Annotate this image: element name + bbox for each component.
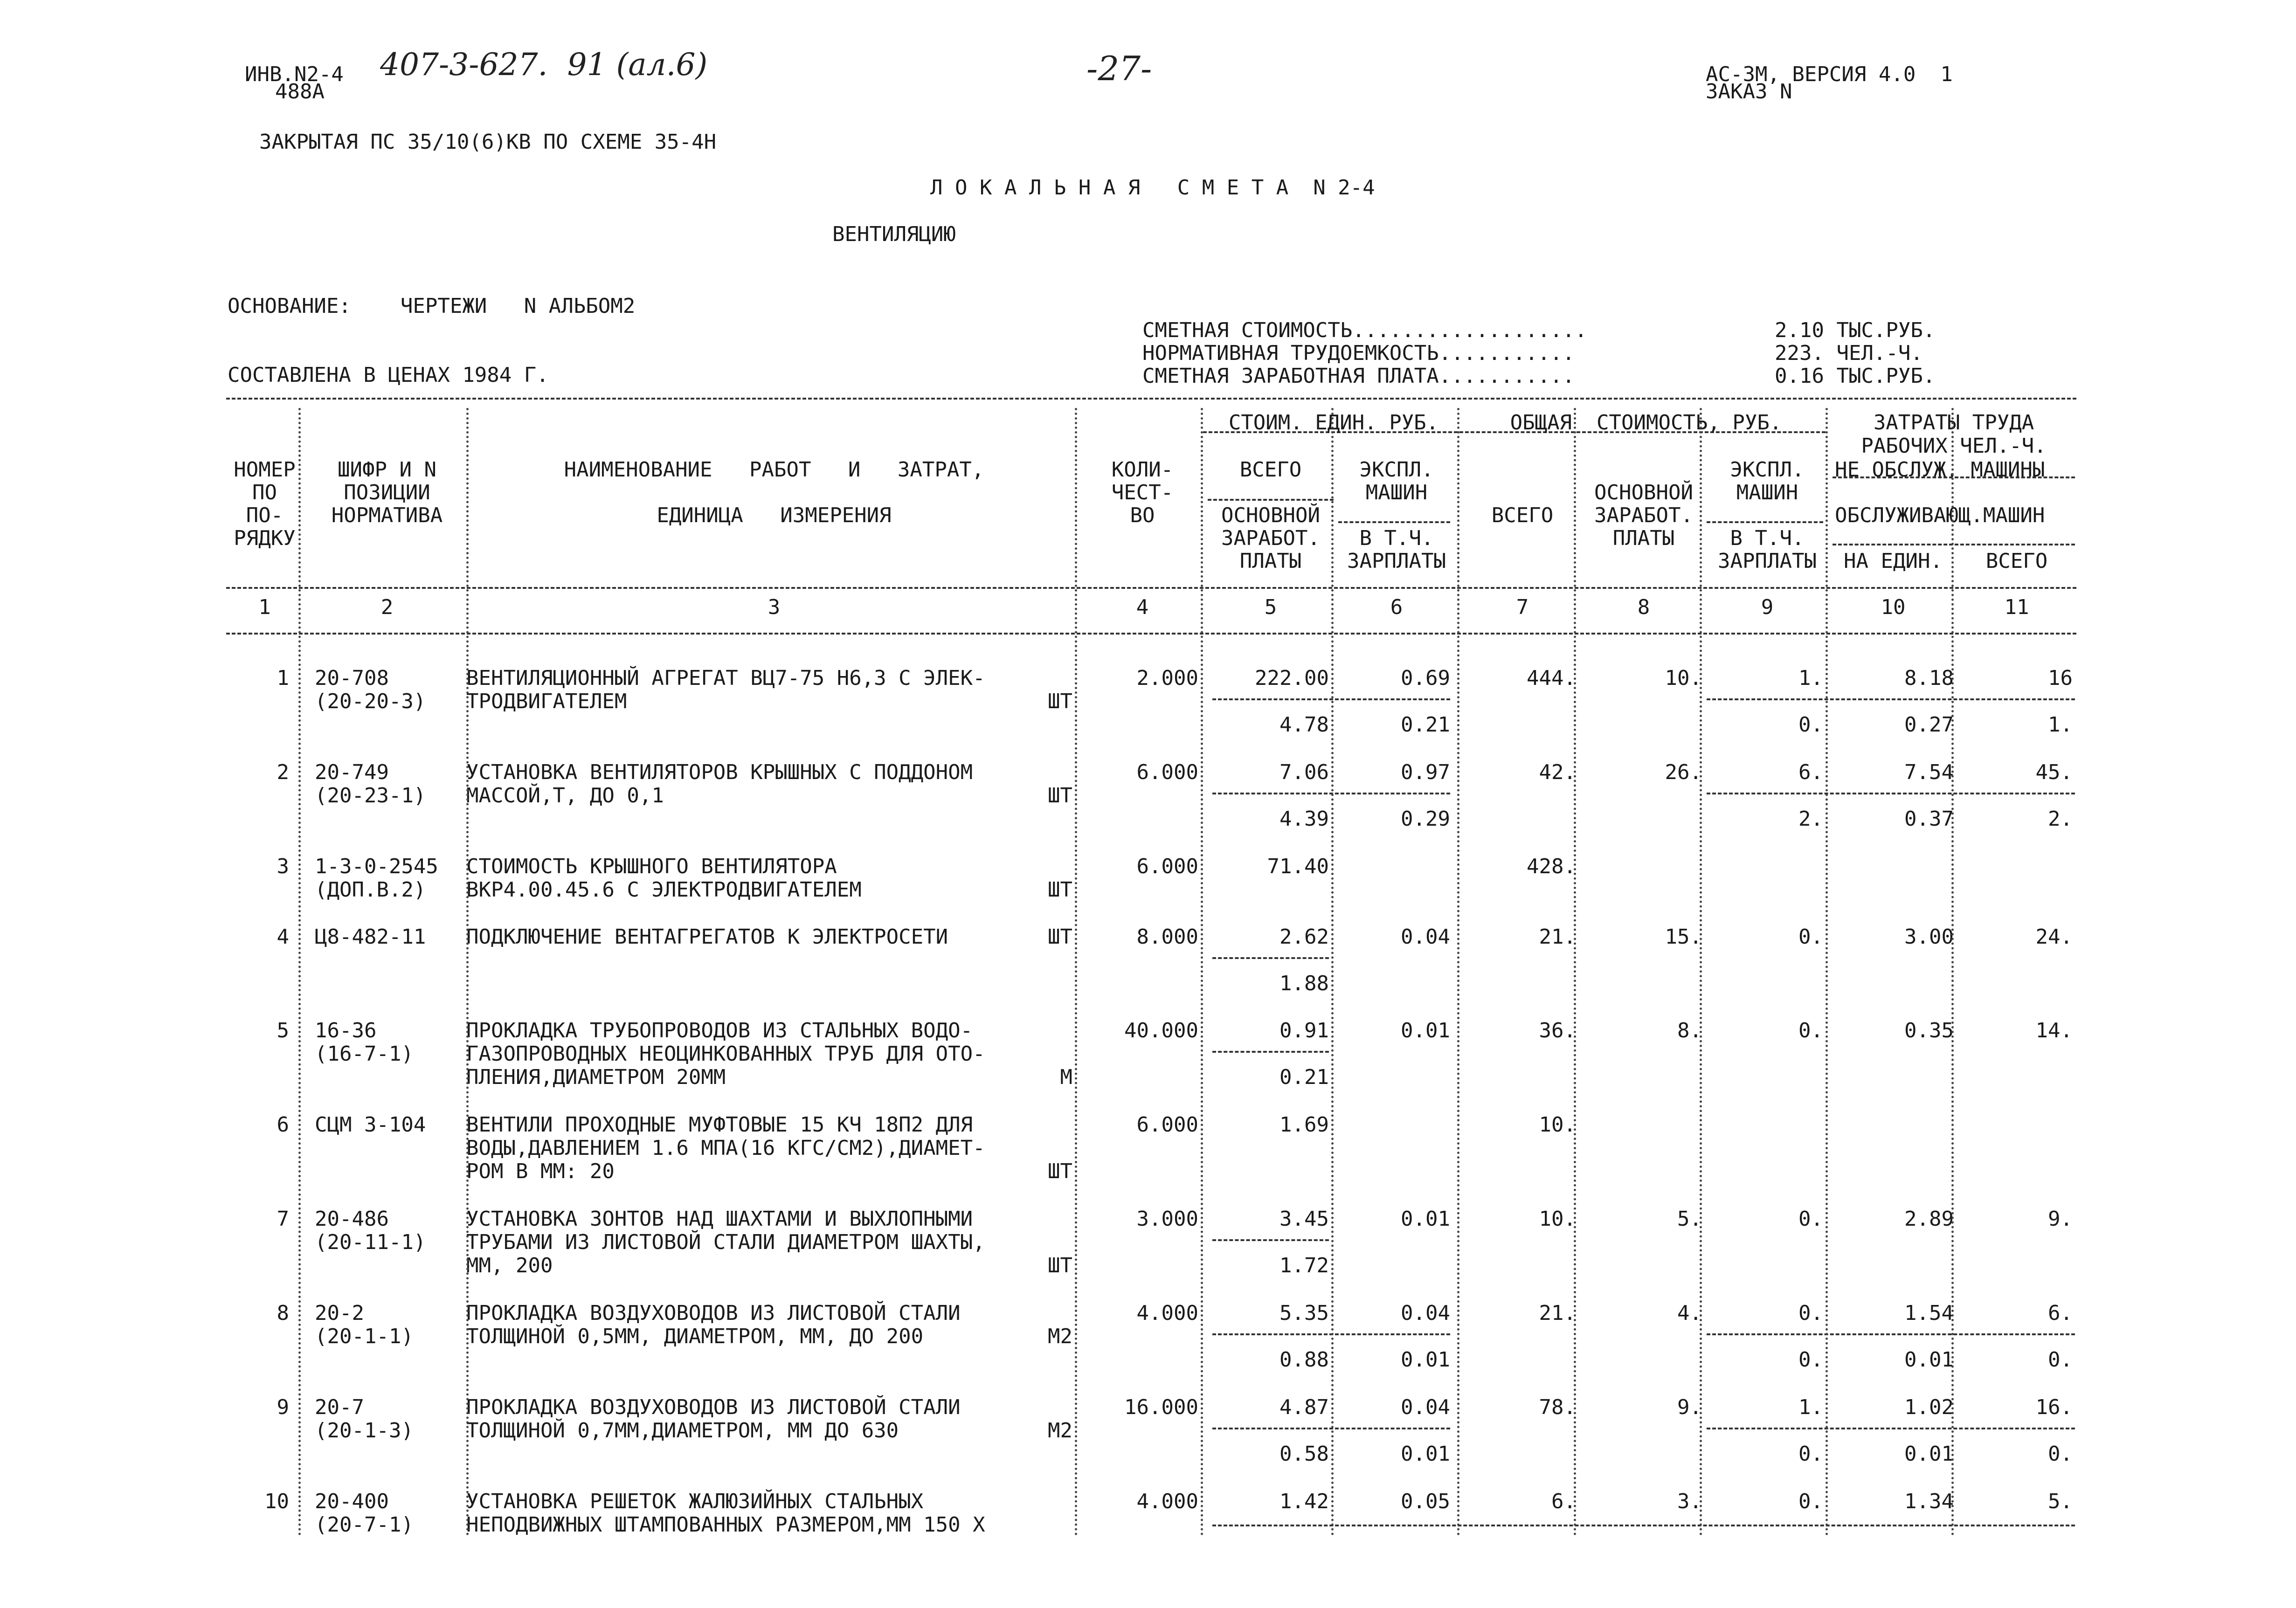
norm-code: СЦМ 3-104	[315, 1113, 426, 1137]
cell-qty: 6.000	[1136, 855, 1198, 878]
unit: ШТ	[1048, 878, 1072, 902]
header-col5: ВСЕГО	[1239, 458, 1302, 482]
cell-qty: 4.000	[1136, 1490, 1198, 1513]
cell-c11: 16	[2048, 666, 2073, 690]
cell-c5b: 0.21	[1279, 1065, 1329, 1089]
row-number: 4	[277, 925, 289, 949]
norm-code: (16-7-1)	[315, 1042, 414, 1066]
work-name: РОМ В ММ: 20	[466, 1159, 615, 1183]
cell-divider	[1707, 793, 2075, 794]
header-col9: МАШИН	[1736, 481, 1798, 504]
column-number: 1	[258, 595, 271, 619]
header-col6: МАШИН	[1365, 481, 1428, 504]
row-number: 2	[277, 760, 289, 784]
cell-c9b: 2.	[1798, 807, 1823, 831]
column-separator	[1826, 408, 1828, 1536]
price-base-line: СОСТАВЛЕНА В ЦЕНАХ 1984 Г.	[228, 363, 549, 387]
cell-qty: 3.000	[1136, 1207, 1198, 1231]
work-name: ПРОКЛАДКА ВОЗДУХОВОДОВ ИЗ ЛИСТОВОЙ СТАЛИ	[466, 1395, 961, 1419]
work-name: ПРОКЛАДКА ВОЗДУХОВОДОВ ИЗ ЛИСТОВОЙ СТАЛИ	[466, 1301, 961, 1325]
header-group-unit-cost: СТОИМ. ЕДИН. РУБ.	[1228, 411, 1439, 435]
cell-c6: 0.04	[1401, 925, 1450, 949]
object-name: ЗАКРЫТАЯ ПС 35/10(6)КВ ПО СХЕМЕ 35-4Н	[259, 130, 717, 154]
norm-code: (20-23-1)	[315, 784, 426, 807]
cell-c10: 1.02	[1904, 1395, 1954, 1419]
order-number: ЗАКАЗ N	[1706, 80, 1792, 104]
column-number: 4	[1136, 595, 1149, 619]
cell-c7: 42.	[1539, 760, 1576, 784]
cell-c5: 1.69	[1279, 1113, 1329, 1137]
cell-c9: 1.	[1798, 666, 1823, 690]
work-name: ТРУБАМИ ИЗ ЛИСТОВОЙ СТАЛИ ДИАМЕТРОМ ШАХТЫ,	[466, 1230, 985, 1254]
cell-c8: 4.	[1677, 1301, 1702, 1325]
header-col10-11-nonservice: НЕ ОБСЛУЖ. МАШИНЫ	[1835, 458, 2045, 482]
column-number: 3	[768, 595, 781, 619]
norm-code: 20-486	[315, 1207, 389, 1231]
cell-c8: 10.	[1665, 666, 1702, 690]
document-title: Л О К А Л Ь Н А Я С М Е Т А N 2-4	[930, 176, 1375, 200]
column-separator	[1951, 408, 1954, 1536]
column-separator	[1331, 408, 1334, 1536]
cell-c11: 16.	[2035, 1395, 2073, 1419]
row-number: 10	[264, 1490, 289, 1513]
norm-code: 1-3-0-2545	[315, 855, 438, 878]
cell-c6: 0.97	[1401, 760, 1450, 784]
row-number: 9	[277, 1395, 289, 1419]
unit: ШТ	[1048, 1254, 1072, 1277]
work-name: СТОИМОСТЬ КРЫШНОГО ВЕНТИЛЯТОРА	[466, 855, 837, 878]
cell-c7: 10.	[1539, 1207, 1576, 1231]
header-col3-title: НАИМЕНОВАНИЕ РАБОТ И ЗАТРАТ,	[564, 458, 984, 482]
header-group-labor: РАБОЧИХ ЧЕЛ.-Ч.	[1861, 434, 2047, 458]
norm-code: 20-708	[315, 666, 389, 690]
header-group-total-cost: ОБЩАЯ СТОИМОСТЬ, РУБ.	[1510, 411, 1782, 435]
rule-subheader-e	[1707, 521, 1823, 523]
cell-c6b: 0.29	[1401, 807, 1450, 831]
header-col5: ОСНОВНОЙ	[1221, 504, 1320, 527]
cell-c9b: 0.	[1798, 713, 1823, 737]
work-name: ПЛЕНИЯ,ДИАМЕТРОМ 20ММ	[466, 1065, 726, 1089]
work-name: УСТАНОВКА ЗОНТОВ НАД ШАХТАМИ И ВЫХЛОПНЫМИ	[466, 1207, 973, 1231]
column-separator	[1457, 408, 1459, 1536]
cell-c10b: 0.37	[1904, 807, 1954, 831]
cell-c11: 6.	[2048, 1301, 2073, 1325]
cell-c6: 0.01	[1401, 1019, 1450, 1042]
cell-c10: 7.54	[1904, 760, 1954, 784]
work-name: ВЕНТИЛЯЦИОННЫЙ АГРЕГАТ ВЦ7-75 Н6,3 С ЭЛЕК-	[466, 666, 985, 690]
cell-c10: 1.54	[1904, 1301, 1954, 1325]
header-col11: ВСЕГО	[1985, 549, 2048, 573]
unit: ШТ	[1048, 1159, 1072, 1183]
row-number: 6	[277, 1113, 289, 1137]
work-name: МАССОЙ,Т, ДО 0,1	[466, 784, 664, 807]
cell-c11b: 0.	[2048, 1442, 2073, 1466]
cell-c5: 222.00	[1255, 666, 1329, 690]
column-separator	[1700, 408, 1702, 1536]
cell-c6b: 0.21	[1401, 713, 1450, 737]
row-number: 7	[277, 1207, 289, 1231]
column-number: 8	[1637, 595, 1650, 619]
cell-qty: 40.000	[1124, 1019, 1198, 1042]
basis-line: ОСНОВАНИЕ: ЧЕРТЕЖИ N АЛЬБОМ2	[228, 294, 636, 318]
norm-code: (20-11-1)	[315, 1230, 426, 1254]
cell-c5: 0.91	[1279, 1019, 1329, 1042]
column-separator	[466, 408, 469, 1536]
cell-c11b: 0.	[2048, 1348, 2073, 1372]
cell-divider	[1707, 1333, 2075, 1335]
cell-c8: 3.	[1677, 1490, 1702, 1513]
header-col10: НА ЕДИН.	[1844, 549, 1943, 573]
norm-code: (20-20-3)	[315, 690, 426, 713]
cell-divider	[1212, 957, 1329, 959]
column-number: 6	[1390, 595, 1403, 619]
column-separator	[1201, 408, 1203, 1536]
software-version: АС-3М, ВЕРСИЯ 4.0 1	[1706, 62, 1953, 86]
cell-qty: 4.000	[1136, 1301, 1198, 1325]
cell-c5: 1.42	[1279, 1490, 1329, 1513]
work-name: ВЕНТИЛИ ПРОХОДНЫЕ МУФТОВЫЕ 15 КЧ 18П2 ДЛЯ	[466, 1113, 973, 1137]
work-name: ВКР4.00.45.6 С ЭЛЕКТРОДВИГАТЕЛЕМ	[466, 878, 862, 902]
cell-c6b: 0.01	[1401, 1348, 1450, 1372]
row-number: 5	[277, 1019, 289, 1042]
cell-c8: 26.	[1665, 760, 1702, 784]
cell-qty: 8.000	[1136, 925, 1198, 949]
rule-subheader-d	[1338, 521, 1450, 523]
cell-c9: 0.	[1798, 925, 1823, 949]
header-col1: ПО	[252, 481, 277, 504]
header-col6: В Т.Ч.	[1359, 526, 1434, 550]
header-col5: ЗАРАБОТ.	[1221, 526, 1320, 550]
column-number: 11	[2004, 595, 2029, 619]
work-name: ГАЗОПРОВОДНЫХ НЕОЦИНКОВАННЫХ ТРУБ ДЛЯ ОТО-	[466, 1042, 985, 1066]
cell-c5: 5.35	[1279, 1301, 1329, 1325]
summary-label: СМЕТНАЯ СТОИМОСТЬ...................	[1142, 318, 1587, 342]
row-number: 3	[277, 855, 289, 878]
rule-subheader-f	[1833, 544, 2075, 545]
header-col4: ЧЕСТ-	[1111, 481, 1174, 504]
cell-c9: 1.	[1798, 1395, 1823, 1419]
cell-c5: 7.06	[1279, 760, 1329, 784]
cell-divider	[1212, 1239, 1329, 1241]
work-name: УСТАНОВКА ВЕНТИЛЯТОРОВ КРЫШНЫХ С ПОДДОНОМ	[466, 760, 973, 784]
cell-c7: 36.	[1539, 1019, 1576, 1042]
unit: ШТ	[1048, 690, 1072, 713]
header-col2: НОРМАТИВА	[331, 504, 443, 527]
norm-code: Ц8-482-11	[315, 925, 426, 949]
header-col10-11-service: ОБСЛУЖИВАЮЩ.МАШИН	[1835, 504, 2045, 527]
unit: ШТ	[1048, 784, 1072, 807]
cell-c11b: 1.	[2048, 713, 2073, 737]
rule-subheader-c	[1208, 499, 1334, 501]
work-name: ТОЛЩИНОЙ 0,7ММ,ДИАМЕТРОМ, ММ ДО 630	[466, 1419, 899, 1442]
cell-c10b: 0.01	[1904, 1348, 1954, 1372]
header-col4: КОЛИ-	[1111, 458, 1174, 482]
work-name: ТРОДВИГАТЕЛЕМ	[466, 690, 627, 713]
inventory-sub: 488А	[275, 80, 325, 104]
header-col8: ОСНОВНОЙ	[1594, 481, 1693, 504]
column-separator	[1574, 408, 1576, 1536]
cell-c11: 24.	[2035, 925, 2073, 949]
cell-c8: 15.	[1665, 925, 1702, 949]
cell-c10: 3.00	[1904, 925, 1954, 949]
column-number: 9	[1761, 595, 1774, 619]
cell-divider	[1212, 1051, 1329, 1053]
header-col8: ПЛАТЫ	[1612, 526, 1675, 550]
cell-c6: 0.01	[1401, 1207, 1450, 1231]
column-separator	[298, 408, 301, 1536]
summary-label: СМЕТНАЯ ЗАРАБОТНАЯ ПЛАТА...........	[1142, 364, 1575, 388]
header-group-labor: ЗАТРАТЫ ТРУДА	[1873, 411, 2034, 435]
cell-divider	[1212, 1525, 2075, 1526]
cell-qty: 6.000	[1136, 760, 1198, 784]
work-name: НЕПОДВИЖНЫХ ШТАМПОВАННЫХ РАЗМЕРОМ,ММ 150 Х	[466, 1513, 985, 1537]
cell-divider	[1707, 1428, 2075, 1429]
header-col4: ВО	[1130, 504, 1155, 527]
rule-header-bottom	[226, 587, 2076, 589]
summary-value: 223. ЧЕЛ.-Ч.	[1775, 341, 1923, 365]
cell-c5: 71.40	[1267, 855, 1329, 878]
cell-qty: 6.000	[1136, 1113, 1198, 1137]
unit: ШТ	[1048, 925, 1072, 949]
row-number: 8	[277, 1301, 289, 1325]
norm-code: 20-400	[315, 1490, 389, 1513]
cell-c10b: 0.01	[1904, 1442, 1954, 1466]
cell-c7: 21.	[1539, 925, 1576, 949]
cell-c6: 0.69	[1401, 666, 1450, 690]
work-name: ПРОКЛАДКА ТРУБОПРОВОДОВ ИЗ СТАЛЬНЫХ ВОДО-	[466, 1019, 973, 1042]
header-col1: ПО-	[246, 504, 284, 527]
cell-c8: 8.	[1677, 1019, 1702, 1042]
cell-c11: 5.	[2048, 1490, 2073, 1513]
cell-c5b: 1.88	[1279, 972, 1329, 995]
cell-c5: 2.62	[1279, 925, 1329, 949]
column-number: 10	[1881, 595, 1906, 619]
cell-c5b: 1.72	[1279, 1254, 1329, 1277]
cell-c11: 14.	[2035, 1019, 2073, 1042]
work-name: УСТАНОВКА РЕШЕТОК ЖАЛЮЗИЙНЫХ СТАЛЬНЫХ	[466, 1490, 924, 1513]
cell-c7: 21.	[1539, 1301, 1576, 1325]
cell-c6: 0.04	[1401, 1301, 1450, 1325]
page-number: -27-	[1086, 49, 1152, 88]
norm-code: 16-36	[315, 1019, 377, 1042]
cell-c6: 0.05	[1401, 1490, 1450, 1513]
norm-code: (20-7-1)	[315, 1513, 414, 1537]
inventory-number: ИНВ.N2-4	[245, 62, 344, 86]
header-col8: ЗАРАБОТ.	[1594, 504, 1693, 527]
summary-value: 2.10 ТЫС.РУБ.	[1775, 318, 1936, 342]
cell-c9: 0.	[1798, 1301, 1823, 1325]
cell-c5b: 0.58	[1279, 1442, 1329, 1466]
header-col2: ШИФР И N	[338, 458, 436, 482]
cell-c7: 10.	[1539, 1113, 1576, 1137]
cell-c11: 45.	[2035, 760, 2073, 784]
header-col9: ЭКСПЛ.	[1730, 458, 1805, 482]
cell-c9: 0.	[1798, 1019, 1823, 1042]
column-number: 7	[1516, 595, 1529, 619]
cell-c7: 78.	[1539, 1395, 1576, 1419]
cell-c11: 9.	[2048, 1207, 2073, 1231]
header-col5: ПЛАТЫ	[1239, 549, 1302, 573]
header-col1: РЯДКУ	[234, 526, 296, 550]
cell-c8: 5.	[1677, 1207, 1702, 1231]
unit: М2	[1048, 1419, 1072, 1442]
cell-c6: 0.04	[1401, 1395, 1450, 1419]
norm-code: (ДОП.В.2)	[315, 878, 426, 902]
summary-value: 0.16 ТЫС.РУБ.	[1775, 364, 1936, 388]
work-name: ВОДЫ,ДАВЛЕНИЕМ 1.6 МПА(16 КГС/СМ2),ДИАМЕТ-	[466, 1136, 985, 1160]
cell-c11b: 2.	[2048, 807, 2073, 831]
norm-code: (20-1-3)	[315, 1419, 414, 1442]
header-col6: ЗАРПЛАТЫ	[1347, 549, 1446, 573]
cell-c10: 1.34	[1904, 1490, 1954, 1513]
column-separator	[1075, 408, 1077, 1536]
header-col9: В Т.Ч.	[1730, 526, 1805, 550]
cell-c10: 2.89	[1904, 1207, 1954, 1231]
unit: М2	[1048, 1325, 1072, 1348]
header-col1: НОМЕР	[234, 458, 296, 482]
cell-c5b: 0.88	[1279, 1348, 1329, 1372]
cell-c5: 4.87	[1279, 1395, 1329, 1419]
column-number: 5	[1264, 595, 1277, 619]
rule-top	[226, 398, 2076, 400]
cell-c10: 8.18	[1904, 666, 1954, 690]
cell-c9: 0.	[1798, 1490, 1823, 1513]
norm-code: 20-7	[315, 1395, 364, 1419]
header-col9: ЗАРПЛАТЫ	[1718, 549, 1817, 573]
unit: М	[1060, 1065, 1072, 1089]
summary-label: НОРМАТИВНАЯ ТРУДОЕМКОСТЬ...........	[1142, 341, 1575, 365]
rule-numbers-bottom	[226, 633, 2076, 635]
cell-c7: 428.	[1527, 855, 1576, 878]
norm-code: 20-2	[315, 1301, 364, 1325]
cell-c9b: 0.	[1798, 1348, 1823, 1372]
cell-c6b: 0.01	[1401, 1442, 1450, 1466]
cell-c5: 3.45	[1279, 1207, 1329, 1231]
cell-c9: 6.	[1798, 760, 1823, 784]
cell-c8: 9.	[1677, 1395, 1702, 1419]
header-col2: ПОЗИЦИИ	[344, 481, 430, 504]
header-col3-unit: ЕДИНИЦА ИЗМЕРЕНИЯ	[657, 504, 892, 527]
column-number: 2	[380, 595, 394, 619]
cell-c9: 0.	[1798, 1207, 1823, 1231]
cell-c7: 444.	[1527, 666, 1576, 690]
cell-c10: 0.35	[1904, 1019, 1954, 1042]
work-name: ММ, 200	[466, 1254, 553, 1277]
cell-c7: 6.	[1551, 1490, 1576, 1513]
handwritten-code: 407-3-627. 91 (ал.6)	[380, 47, 708, 83]
cell-c9b: 0.	[1798, 1442, 1823, 1466]
cell-qty: 16.000	[1124, 1395, 1198, 1419]
header-col6: ЭКСПЛ.	[1359, 458, 1434, 482]
cell-c10b: 0.27	[1904, 713, 1954, 737]
header-col7: ВСЕГО	[1491, 504, 1554, 527]
norm-code: 20-749	[315, 760, 389, 784]
work-name: ТОЛЩИНОЙ 0,5ММ, ДИАМЕТРОМ, ММ, ДО 200	[466, 1325, 924, 1348]
document-subtitle: ВЕНТИЛЯЦИЮ	[832, 222, 956, 246]
work-name: ПОДКЛЮЧЕНИЕ ВЕНТАГРЕГАТОВ К ЭЛЕКТРОСЕТИ	[466, 925, 948, 949]
norm-code: (20-1-1)	[315, 1325, 414, 1348]
cell-divider	[1707, 698, 2075, 700]
cell-c5b: 4.78	[1279, 713, 1329, 737]
row-number: 1	[277, 666, 289, 690]
cell-c5b: 4.39	[1279, 807, 1329, 831]
cell-qty: 2.000	[1136, 666, 1198, 690]
